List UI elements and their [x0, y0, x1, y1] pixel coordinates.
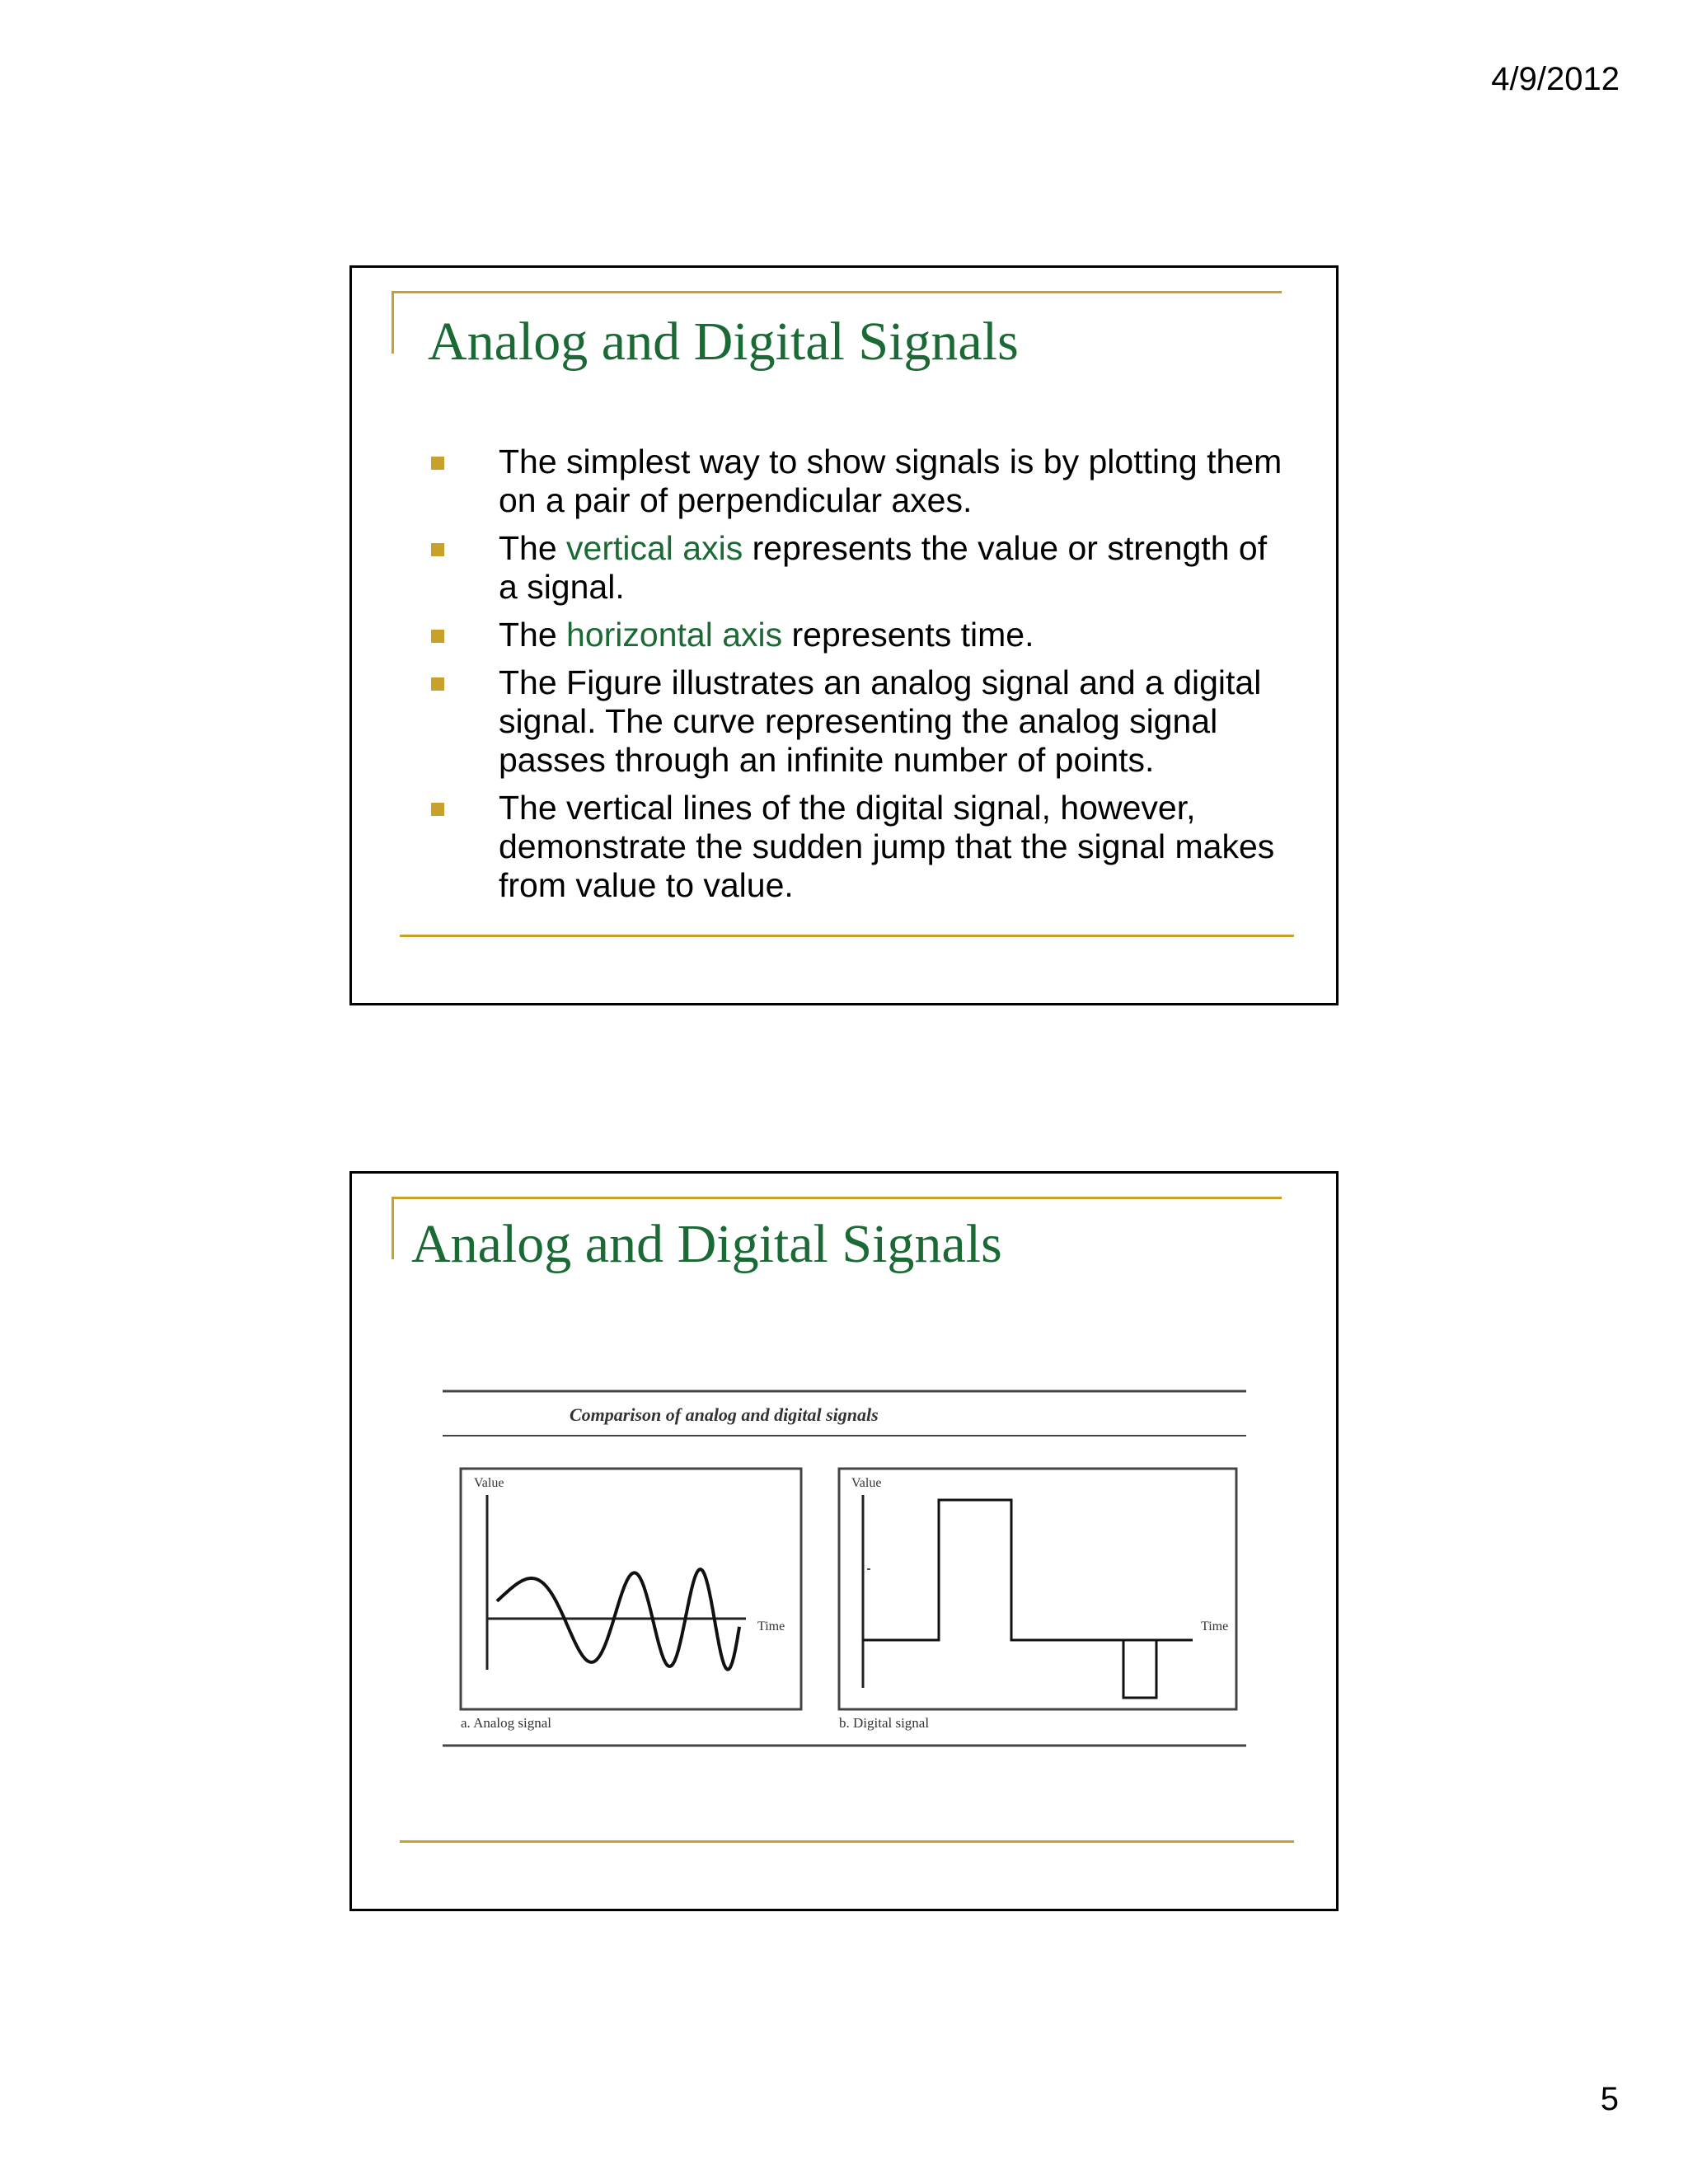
bullet-item: [405, 616, 1287, 654]
bullet-text: The: [499, 616, 567, 654]
analog-panel-label: a. Analog signal: [461, 1715, 552, 1731]
bullet-item: [405, 789, 1287, 905]
digital-x-label: Time: [1201, 1619, 1229, 1633]
page-number: 5: [1600, 2081, 1619, 2117]
figure-caption: Comparison of analog and digital signals: [570, 1404, 879, 1425]
bullet-text: The: [499, 529, 567, 567]
analog-y-label: Value: [474, 1476, 504, 1490]
bullet-text: The vertical lines of the digital signal, however, demonstrate the sudden jump that the signal makes from value to value.: [499, 789, 1275, 904]
bottom-rule: [400, 935, 1294, 937]
bullet-emphasis-text: vertical axis: [566, 529, 743, 567]
signal-comparison-figure: [443, 1390, 1246, 1769]
bullet-square-icon: [431, 543, 444, 556]
bullet-emphasis-text: horizontal axis: [566, 616, 783, 654]
title-rule-left: [392, 1197, 394, 1259]
slide-2: [349, 1171, 1339, 1911]
bullet-square-icon: [431, 677, 444, 691]
analog-x-label: Time: [757, 1619, 785, 1633]
digital-signal-line: [863, 1500, 1193, 1640]
bullet-text: The Figure illustrates an analog signal and a digital signal. The curve representing the analog signal passes through an infinite number of points.: [499, 663, 1262, 779]
digital-panel-label: b. Digital signal: [839, 1715, 930, 1731]
slide-1: [349, 265, 1339, 1005]
bullet-item: [405, 443, 1287, 520]
bullet-square-icon: [431, 803, 444, 816]
bullet-text: represents time.: [782, 616, 1034, 654]
figure-svg: [443, 1390, 1246, 1769]
digital-y-label: Value: [851, 1476, 882, 1490]
digital-panel: [839, 1469, 1236, 1731]
page-date: 4/9/2012: [1491, 61, 1620, 97]
bottom-rule: [400, 1840, 1294, 1843]
bullet-text: represents the value or strength of a signal.: [499, 529, 1268, 606]
bullet-square-icon: [431, 630, 444, 643]
digital-signal-negative-pulse: [1123, 1640, 1156, 1698]
title-rule-left: [392, 291, 394, 354]
digital-panel-frame: [839, 1469, 1236, 1709]
bullet-text: The simplest way to show signals is by plotting them on a pair of perpendicular axes.: [499, 443, 1282, 519]
title-rule-top: [392, 291, 1282, 293]
bullet-square-icon: [431, 457, 444, 470]
slide-title: Analog and Digital Signals: [411, 1214, 1002, 1274]
bullet-item: [405, 529, 1287, 607]
slide-title: Analog and Digital Signals: [428, 312, 1019, 372]
analog-panel: [461, 1469, 801, 1731]
bullet-list: [405, 443, 1287, 914]
title-rule-top: [392, 1197, 1282, 1199]
bullet-item: [405, 663, 1287, 780]
